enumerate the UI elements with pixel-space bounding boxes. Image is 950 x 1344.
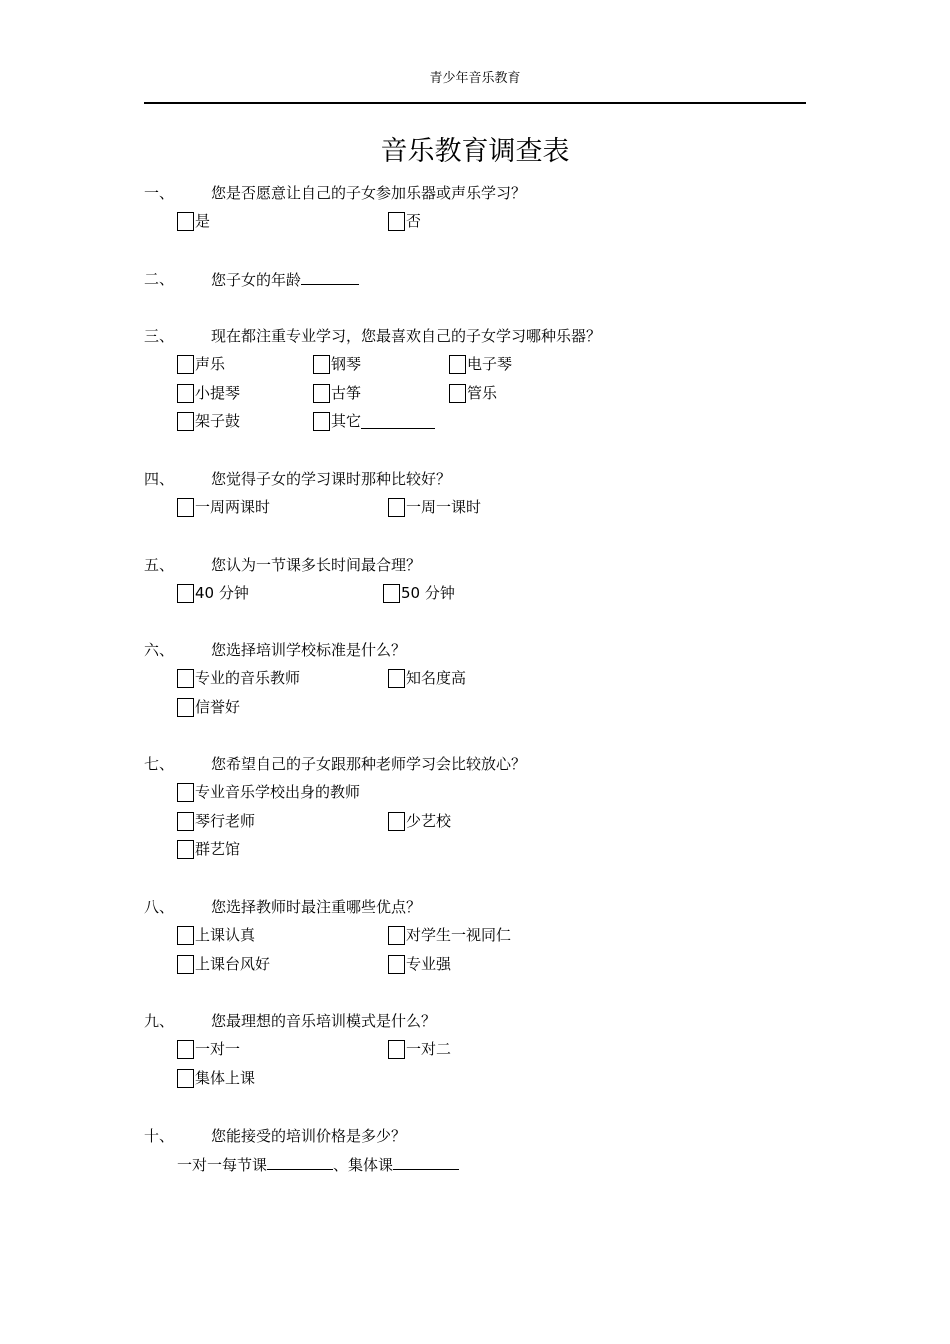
checkbox[interactable] — [177, 783, 194, 802]
option-label: 其它 — [331, 412, 362, 430]
page-header: 青少年音乐教育 — [429, 71, 521, 86]
checkbox[interactable] — [388, 669, 405, 688]
option-label: 古筝 — [331, 384, 362, 402]
age-blank[interactable] — [301, 269, 359, 285]
option-keyboard[interactable] — [449, 354, 512, 374]
price-one-on-one-blank[interactable] — [267, 1154, 333, 1170]
option-good-credit[interactable] — [177, 697, 240, 717]
question-number: 二、 — [144, 270, 175, 288]
option-stage-presence[interactable] — [177, 954, 270, 974]
option-music-school-teacher[interactable] — [177, 782, 360, 802]
question-text: 您最理想的音乐培训模式是什么？ — [211, 1012, 437, 1030]
checkbox[interactable] — [177, 212, 194, 231]
question-number: 九、 — [144, 1012, 175, 1030]
option-strong-skills[interactable] — [388, 954, 451, 974]
option-label: 群艺馆 — [195, 840, 241, 858]
separator: 、 — [333, 1156, 349, 1174]
option-one-on-two[interactable] — [388, 1039, 451, 1059]
option-label: 一周两课时 — [195, 498, 271, 516]
option-40-min[interactable] — [177, 583, 249, 603]
checkbox[interactable] — [388, 812, 405, 831]
question-text: 您认为一节课多长时间最合理？ — [211, 556, 422, 574]
option-group-class[interactable] — [177, 1068, 255, 1088]
option-two-periods[interactable] — [177, 497, 270, 517]
checkbox[interactable] — [177, 955, 194, 974]
option-vocal[interactable] — [177, 354, 225, 374]
checkbox[interactable] — [388, 955, 405, 974]
option-label: 对学生一视同仁 — [406, 926, 512, 944]
option-label: 上课台风好 — [195, 955, 271, 973]
question-text: 您选择教师时最注重哪些优点？ — [211, 898, 422, 916]
option-label: 40 分钟 — [195, 584, 249, 602]
option-label: 专业强 — [406, 955, 452, 973]
checkbox[interactable] — [177, 840, 194, 859]
checkbox[interactable] — [388, 1040, 405, 1059]
checkbox[interactable] — [177, 926, 194, 945]
question-number: 一、 — [144, 184, 175, 202]
checkbox[interactable] — [177, 412, 194, 431]
option-label: 专业的音乐教师 — [195, 669, 301, 687]
option-label: 少艺校 — [406, 812, 452, 830]
price-line — [177, 1154, 459, 1175]
checkbox[interactable] — [383, 584, 400, 603]
question-text: 您觉得子女的学习课时那种比较好？ — [211, 470, 452, 488]
option-label: 一对二 — [406, 1040, 452, 1058]
question-number: 五、 — [144, 556, 175, 574]
option-other[interactable] — [313, 411, 435, 431]
question-number: 十、 — [144, 1127, 175, 1145]
checkbox[interactable] — [313, 384, 330, 403]
header-rule — [144, 102, 806, 104]
option-label: 50 分钟 — [401, 584, 455, 602]
option-reputation-high[interactable] — [388, 668, 466, 688]
question-text: 您选择培训学校标准是什么？ — [211, 641, 407, 659]
option-label: 小提琴 — [195, 384, 241, 402]
option-art-center[interactable] — [177, 839, 240, 859]
option-label: 琴行老师 — [195, 812, 256, 830]
option-label: 否 — [406, 212, 422, 230]
checkbox[interactable] — [177, 669, 194, 688]
option-guzheng[interactable] — [313, 383, 361, 403]
option-label: 电子琴 — [467, 355, 513, 373]
option-label: 声乐 — [195, 355, 226, 373]
price-group-blank[interactable] — [393, 1154, 459, 1170]
option-label: 知名度高 — [406, 669, 467, 687]
price-one-on-one-label: 一对一每节课 — [177, 1156, 268, 1174]
option-label: 信誉好 — [195, 698, 241, 716]
option-winds[interactable] — [449, 383, 497, 403]
checkbox[interactable] — [177, 584, 194, 603]
checkbox[interactable] — [177, 384, 194, 403]
checkbox[interactable] — [388, 926, 405, 945]
page-title: 音乐教育调查表 — [380, 136, 570, 167]
option-fair-to-students[interactable] — [388, 925, 511, 945]
checkbox[interactable] — [177, 1069, 194, 1088]
option-yes[interactable] — [177, 211, 210, 231]
option-violin[interactable] — [177, 383, 240, 403]
question-text: 您是否愿意让自己的子女参加乐器或声乐学习？ — [211, 184, 527, 202]
option-label: 架子鼓 — [195, 412, 241, 430]
option-no[interactable] — [388, 211, 421, 231]
checkbox[interactable] — [177, 698, 194, 717]
option-label: 是 — [195, 212, 211, 230]
question-text: 您能接受的培训价格是多少？ — [211, 1127, 407, 1145]
checkbox[interactable] — [449, 355, 466, 374]
checkbox[interactable] — [388, 498, 405, 517]
checkbox[interactable] — [313, 355, 330, 374]
option-professional-teacher[interactable] — [177, 668, 300, 688]
option-label: 一对一 — [195, 1040, 241, 1058]
option-one-on-one[interactable] — [177, 1039, 240, 1059]
option-50-min[interactable] — [383, 583, 455, 603]
option-one-period[interactable] — [388, 497, 481, 517]
question-text: 您希望自己的子女跟那种老师学习会比较放心？ — [211, 755, 527, 773]
checkbox[interactable] — [177, 1040, 194, 1059]
option-label: 一周一课时 — [406, 498, 482, 516]
question-number: 七、 — [144, 755, 175, 773]
checkbox[interactable] — [449, 384, 466, 403]
option-drums[interactable] — [177, 411, 240, 431]
option-youth-art-school[interactable] — [388, 811, 451, 831]
checkbox[interactable] — [177, 812, 194, 831]
option-piano[interactable] — [313, 354, 361, 374]
checkbox[interactable] — [388, 212, 405, 231]
question-number: 三、 — [144, 327, 175, 345]
option-label: 专业音乐学校出身的教师 — [195, 783, 361, 801]
other-blank[interactable] — [361, 413, 435, 429]
option-label: 集体上课 — [195, 1069, 256, 1087]
option-label: 管乐 — [467, 384, 498, 402]
option-serious-class[interactable] — [177, 925, 255, 945]
checkbox[interactable] — [177, 498, 194, 517]
question-number: 八、 — [144, 898, 175, 916]
checkbox[interactable] — [313, 412, 330, 431]
option-piano-shop-teacher[interactable] — [177, 811, 255, 831]
price-group-label: 集体课 — [348, 1156, 394, 1174]
question-text: 现在都注重专业学习，您最喜欢自己的子女学习哪种乐器？ — [211, 327, 602, 345]
option-label: 上课认真 — [195, 926, 256, 944]
option-label: 钢琴 — [331, 355, 362, 373]
question-number: 四、 — [144, 470, 175, 488]
question-number: 六、 — [144, 641, 175, 659]
checkbox[interactable] — [177, 355, 194, 374]
question-text: 您子女的年龄 — [211, 269, 359, 290]
